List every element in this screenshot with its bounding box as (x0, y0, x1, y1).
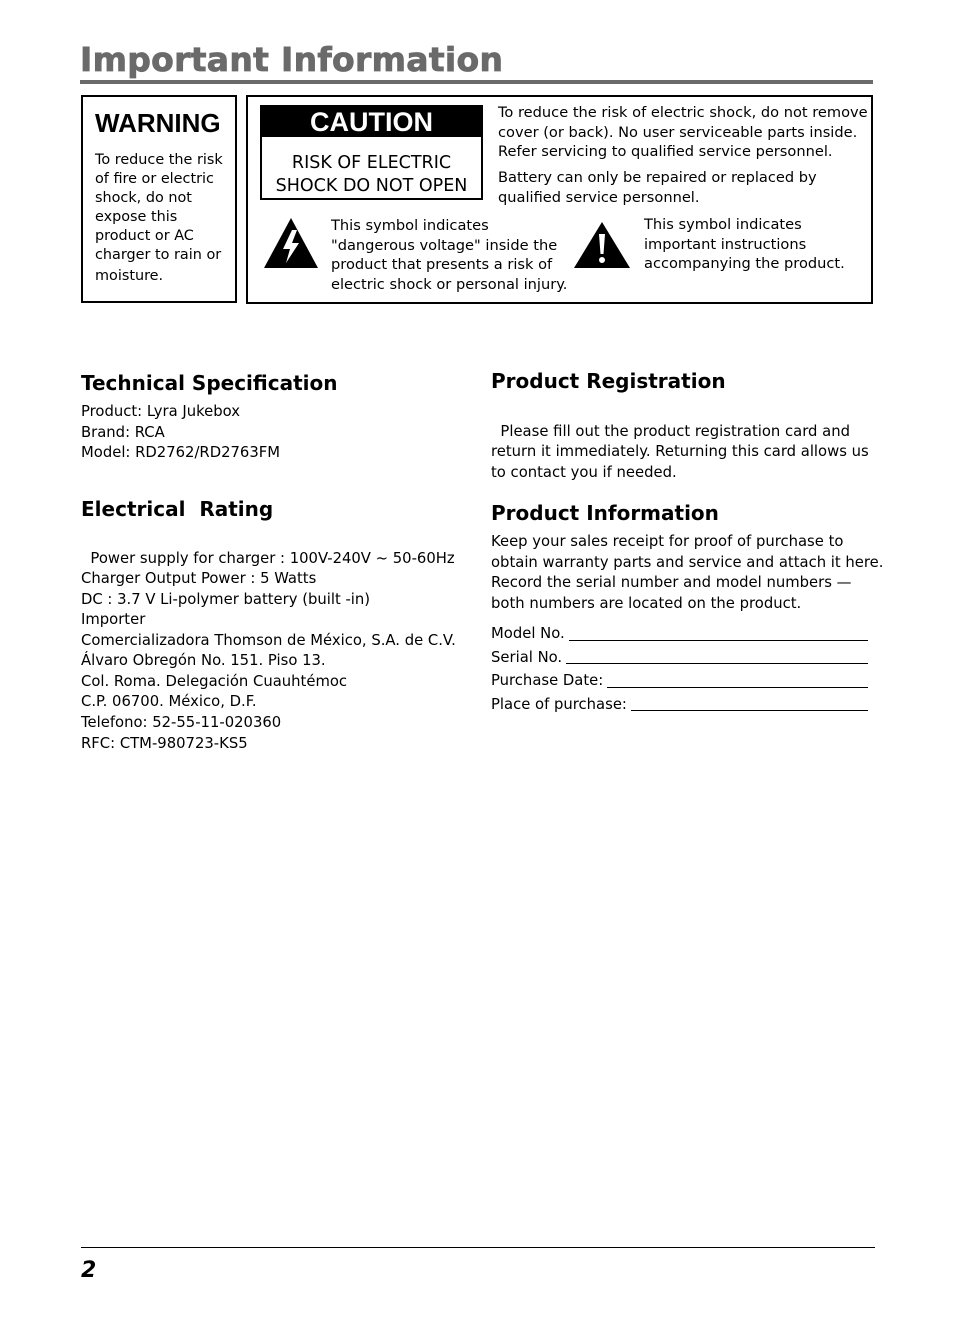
caution-label (260, 105, 483, 200)
page-title: Important Information (80, 40, 504, 79)
purchase-date-field[interactable] (491, 669, 868, 693)
warning-line: product or AC (95, 228, 194, 244)
symbol-text-line: product that presents a risk of (331, 256, 553, 273)
warning-box (81, 95, 237, 303)
caution-sub-line: RISK OF ELECTRIC (291, 153, 452, 173)
symbol-text-line: important instructions (644, 235, 807, 253)
importer-block (81, 610, 456, 754)
page-number: 2 (81, 1258, 97, 1283)
importer-line: Comercializadora Thomson de México, S.A. de C.V. (81, 631, 456, 649)
purchase-date-blank[interactable] (607, 686, 868, 688)
information-line: obtain warranty parts and service and attach it here. (491, 553, 884, 571)
technical-specification-heading: Technical Specification (81, 371, 338, 395)
model-number-label: Model No. (491, 625, 565, 642)
spec-line: Product: Lyra Jukebox (81, 403, 241, 420)
model-number-blank[interactable] (569, 639, 868, 641)
symbol-text-line: electric shock or personal injury. (331, 275, 568, 293)
footer-rule (81, 1247, 875, 1248)
spec-line: Model: RD2762/RD2763FM (81, 444, 281, 462)
information-line: both numbers are located on the product. (491, 594, 802, 612)
serial-number-field[interactable] (491, 646, 868, 670)
warning-text (95, 151, 231, 286)
importer-line: Col. Roma. Delegación Cuauhtémoc (81, 672, 348, 690)
caution-paragraph-shock (498, 103, 868, 162)
rating-line: Charger Output Power : 5 Watts (81, 570, 317, 588)
importer-line: Álvaro Obregón No. 151. Piso 13. (81, 652, 326, 670)
product-information-heading: Product Information (491, 501, 719, 525)
purchase-date-label: Purchase Date: (491, 672, 604, 690)
caution-text-line: qualified service personnel. (498, 188, 700, 206)
rating-line: DC : 3.7 V Li-polymer battery (built -in) (81, 590, 371, 608)
warning-line: shock, do not (95, 190, 192, 206)
registration-line: Please fill out the product registration card and (500, 422, 850, 440)
warning-line: charger to rain or (95, 247, 222, 263)
importer-line: Importer (81, 611, 146, 628)
information-line: Record the serial number and model numbers — (491, 574, 852, 592)
warning-line: of fire or electric (95, 171, 214, 187)
title-underline (80, 80, 873, 84)
symbol-text-line: This symbol indicates (331, 217, 489, 234)
caution-heading: CAUTION (262, 107, 481, 137)
electrical-rating-text (81, 528, 455, 610)
serial-number-label: Serial No. (491, 648, 563, 666)
exclamation-warning-icon (573, 221, 631, 269)
warning-line: expose this (95, 209, 178, 225)
registration-line: return it immediately. Returning this card allows us (491, 443, 869, 461)
spec-line: Brand: RCA (81, 423, 165, 441)
caution-text-line: To reduce the risk of electric shock, do not remove (498, 104, 868, 121)
importer-line: C.P. 06700. México, D.F. (81, 693, 257, 711)
place-of-purchase-label: Place of purchase: (491, 695, 627, 713)
caution-text-line: cover (or back). No user serviceable parts inside. (498, 123, 858, 141)
caution-box (246, 95, 873, 304)
registration-line: to contact you if needed. (491, 463, 677, 481)
rating-line: Power supply for charger : 100V-240V ~ 50-60Hz (90, 549, 455, 567)
technical-specification-text (81, 402, 280, 464)
caution-text-line: Refer servicing to qualified service personnel. (498, 143, 833, 160)
lightning-symbol-description (331, 216, 567, 294)
product-registration-text (491, 401, 869, 483)
place-of-purchase-blank[interactable] (631, 709, 868, 711)
caution-sub-line: SHOCK DO NOT OPEN (275, 176, 468, 196)
lightning-warning-icon (262, 216, 320, 270)
importer-line: Telefono: 52-55-11-020360 (81, 713, 282, 731)
information-line: Keep your sales receipt for proof of purchase to (491, 533, 844, 550)
caution-paragraph-battery (498, 168, 817, 207)
caution-text-line: Battery can only be repaired or replaced by (498, 169, 817, 186)
warning-heading: WARNING (95, 108, 221, 138)
product-record-form (491, 622, 868, 716)
exclamation-symbol-description (644, 215, 845, 274)
symbol-text-line: accompanying the product. (644, 255, 845, 272)
symbol-text-line: "dangerous voltage" inside the (331, 236, 558, 254)
warning-line: To reduce the risk (95, 152, 223, 168)
place-of-purchase-field[interactable] (491, 693, 868, 717)
product-information-text (491, 532, 883, 614)
caution-subtitle (262, 152, 481, 198)
electrical-rating-heading: Electrical Rating (81, 497, 274, 521)
importer-line: RFC: CTM-980723-KS5 (81, 734, 248, 752)
serial-number-blank[interactable] (566, 662, 868, 664)
product-registration-heading: Product Registration (491, 369, 726, 393)
symbol-text-line: This symbol indicates (644, 216, 802, 233)
model-number-field[interactable] (491, 622, 868, 646)
warning-line: moisture. (95, 268, 164, 284)
